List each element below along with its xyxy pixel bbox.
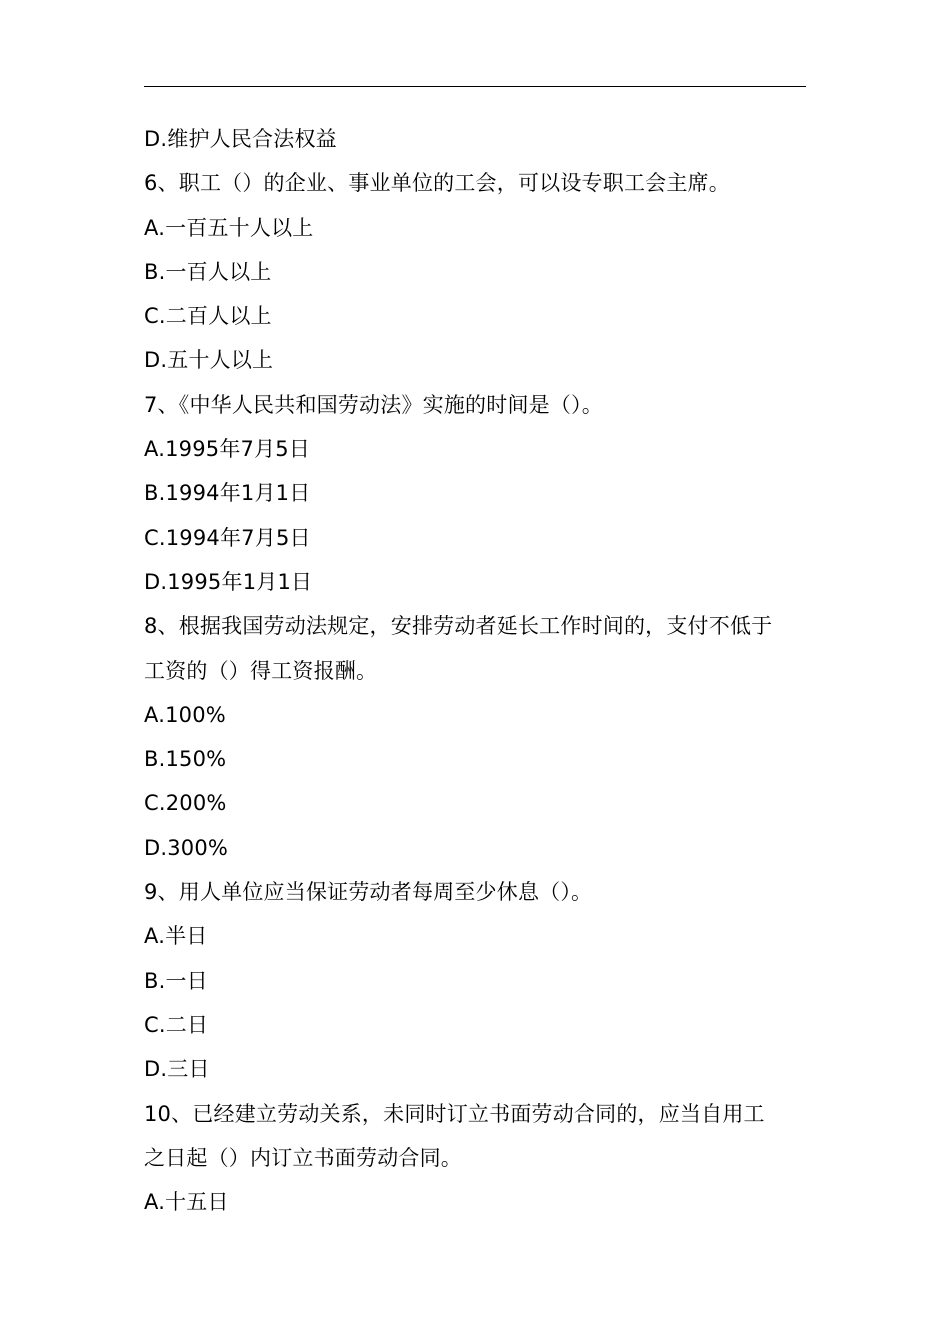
question-text: 6、职工（）的企业、事业单位的工会，可以设专职工会主席。 bbox=[144, 171, 730, 196]
option-text: C.二百人以上 bbox=[144, 304, 272, 329]
option-text: B.1994年1月1日 bbox=[144, 481, 311, 506]
option-text: D.维护人民合法权益 bbox=[144, 127, 337, 151]
option-text: B.一百人以上 bbox=[144, 259, 272, 284]
option-text: B.一日 bbox=[144, 968, 208, 993]
question-text: 8、根据我国劳动法规定，安排劳动者延长工作时间的，支付不低于 bbox=[144, 614, 773, 639]
option-text: C.1994年7月5日 bbox=[144, 525, 311, 550]
option-text: A.十五日 bbox=[144, 1190, 229, 1215]
question-text: 7、《中华人民共和国劳动法》实施的时间是（）。 bbox=[144, 392, 603, 417]
option-text: D.1995年1月1日 bbox=[144, 569, 313, 594]
question-text-continued: 工资的（）得工资报酬。 bbox=[144, 658, 378, 683]
option-text: B.150% bbox=[144, 747, 227, 772]
option-text: A.一百五十人以上 bbox=[144, 215, 314, 240]
option-text: D.三日 bbox=[144, 1057, 210, 1082]
option-text: D.五十人以上 bbox=[144, 348, 274, 373]
question-text-continued: 之日起（）内订立书面劳动合同。 bbox=[144, 1145, 462, 1170]
option-text: C.二日 bbox=[144, 1012, 209, 1037]
option-text: C.200% bbox=[144, 791, 227, 816]
option-text: D.300% bbox=[144, 835, 229, 860]
document-body bbox=[144, 117, 809, 1224]
option-text: A.半日 bbox=[144, 924, 208, 949]
option-text: A.100% bbox=[144, 702, 226, 727]
question-text: 9、用人单位应当保证劳动者每周至少休息（）。 bbox=[144, 880, 593, 905]
question-text: 10、已经建立劳动关系，未同时订立书面劳动合同的，应当自用工 bbox=[144, 1101, 765, 1126]
header-rule bbox=[144, 86, 806, 87]
option-text: A.1995年7月5日 bbox=[144, 437, 311, 462]
